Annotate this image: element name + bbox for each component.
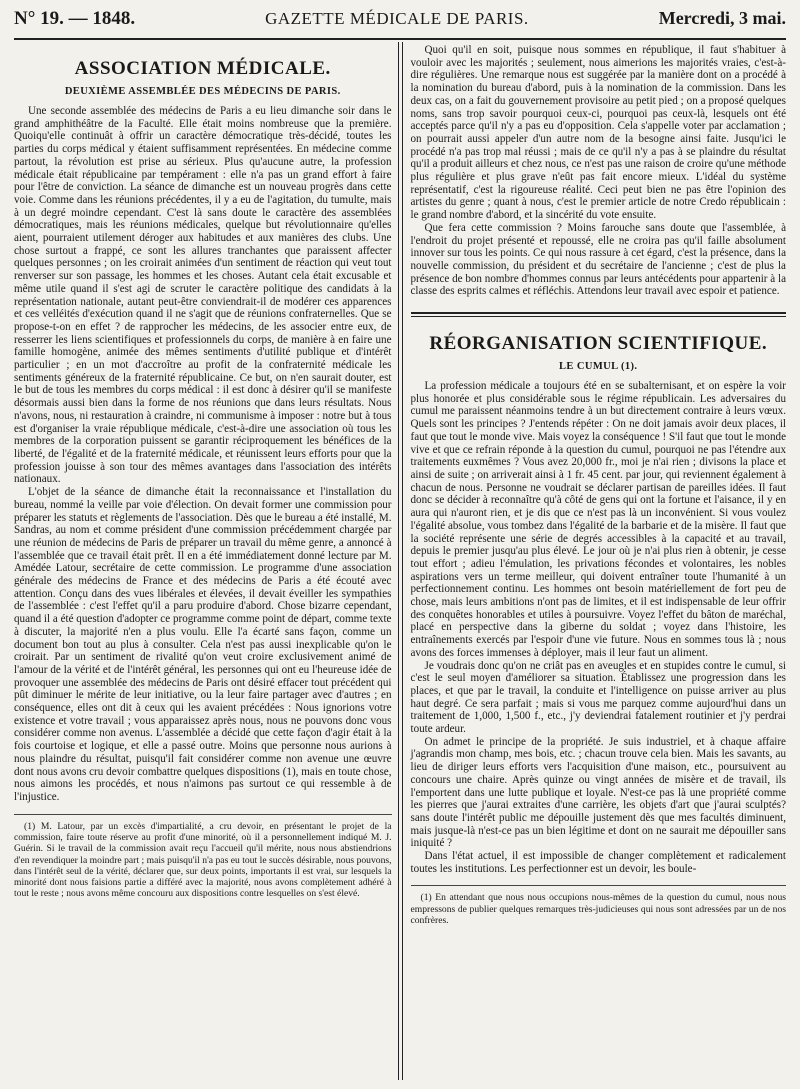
section-title-association: ASSOCIATION MÉDICALE. <box>74 58 331 79</box>
newspaper-title: GAZETTE MÉDICALE DE PARIS. <box>265 9 529 28</box>
masthead <box>14 8 786 40</box>
issue-number: N° 19. — 1848. <box>14 8 136 29</box>
footnote: (1) En attendant que nous nous occupions nous-mêmes de la question du cumul, nous nous empressons de publier quelques remarques très-judicieuses qui nous sont adressées par un de nos confrères. <box>410 892 786 927</box>
article-paragraph: Quoi qu'il en soit, puisque nous sommes en république, il faut s'habituer à vouloir avec les majorités ; seulement, nous aimerions les majorités vraies, c'est-à-dire régulières. Une remarque nous est suggérée par la manière dont on a procédé à la nomination du bureau d'abord, puis à la nomination de la commission. Dans les deux cas, on a fait du gouvernement provisoire au petit pied ; on a proposé quelques noms, sans trop savoir pourquoi ceux-ci, pourquoi pas ceux-là, lesquels ont été acceptés parce qu'il n'y a pas eu d'opposition. Cela s'appelle voter par acclamation ; on pourrait aussi appeler d'un autre nom de la besogne ainsi faite. Jusqu'ici le procédé n'a pas trop mal réussi ; mais de ce qu'il n'y a pas à se plaindre du résultat qu'il a produit ailleurs et chez nous, ce n'est pas une raison de croire qu'une méthode plus régulière et plus grave n'eût pas fait encore mieux. L'idéal du système représentatif, c'est la rigoureuse réalité. Ceci peut bien ne pas être l'opinion des artistes du genre ; quant à nous, c'est le premier article de notre Credo républicain : le grand nombre d'abord, et la sincérité du vote ensuite. <box>410 44 786 222</box>
footnote-divider <box>411 885 787 886</box>
columns <box>14 40 786 1080</box>
article-paragraph: Dans l'état actuel, il est impossible de changer complètement et radicalement toutes les institutions. Les perfectionner est un devoir, les boule- <box>410 850 786 875</box>
right-column <box>403 40 787 1080</box>
article-paragraph: La profession médicale a toujours été en se subalternisant, et on espère la voir plus honorée et plus considérable sous le régime républicain. Les adversaires du cumul me paraissent néanmoins tendre à un but directement contraire à leurs vœux. Quels sont les principes ? J'entends répéter : On ne doit jamais avoir deux places, il faut que tout le monde vive. Mais voyez la conséquence ! S'il faut que tout le monde vive et que ce refrain réponde à la question du cumul, pourquoi ne pas l'étendre aux traitements euxmêmes ? Vous avez 20,000 fr., moi je n'ai rien ; divisons la place et ainsi de suite ; on arriverait ainsi à 1 fr. 45 cent. par jour, qui reviennent également à chacun de nous. Personne ne voudrait se déclarer partisan de pareilles idées. Il faut donc se décider à reconnaître qu'à côté de gens qui ont la fortune et l'aisance, il y en aura qui n'auront rien, et je dis que ce n'est pas là un inconvénient. Si vous voulez l'égalité absolue, vous tombez dans l'égalité de la barbarie et de la misère. Il faut que la société représente une série de degrés accessibles à la capacité et au travail, depuis le premier jusqu'au plus élevé. Le jour où je n'ai plus rien à obtenir, je cesse tout effort ; adieu l'émulation, les privations fécondes et volontaires, les nobles aspirations vers un terme meilleur, qui doivent entraîner toute l'humanité à un perfectionnement continu. Les hommes ont besoin matériellement de fort peu de chose, mais leurs ambitions n'ont pas de limites, et il est indispensable de leur offrir des conquêtes honorables et utiles à poursuivre. Voyez l'effet du bâton de maréchal, placé en perspective dans la giberne du soldat ; voyez dans l'histoire, les entraînements exercés par l'espoir d'une vie future. Nous en sommes tous là ; nous avons des forces immenses à déployer, mais il leur faut un aliment. <box>410 380 786 659</box>
issue-date: Mercredi, 3 mai. <box>658 8 786 28</box>
section-subtitle-cumul: LE CUMUL (1). <box>559 361 638 373</box>
left-column <box>14 40 398 1080</box>
article-paragraph: L'objet de la séance de dimanche était la reconnaissance et l'installation du bureau, nommé la veille par voie d'élection. On devait former une commission pour préparer les statuts et règlements de l'association. Dès que le bureau a été installé, M. Sandras, au nom et comme président d'une commission précédemment chargée par une réunion de médecins de Paris de préparer un travail du même genre, a annoncé à l'assemblée que ce travail était prêt. Il en a été immédiatement donné lecture par M. Amédée Latour, secrétaire de cette commission. Le programme d'une association générale des médecins de France et des médecins de Paris a été écouté avec attention. Conçu dans des vues libérales et élevées, il devait éveiller les sympathies de l'assemblée : c'est l'effet qu'il a paru produire d'abord. Chose bizarre cependant, quand il a été question d'adopter ce programme comme point de départ, comme texte à discuter, la majorité n'en a plus voulu. Elle l'a écarté sans façon, comme un document bon tout au plus à consulter. Cela n'est pas aussi inexplicable qu'on le croirait. Par un sentiment de rivalité qu'on veut croire exclusivement animé de l'amour de la vérité et de l'intérêt général, les personnes qui ont eu l'heureuse idée de provoquer une assemblée des médecins de Paris ont désiré effacer tout précédent qui pût diminuer le mérite de leur initiative, ou la leur faire partager avec d'autres ; en conséquence, elles ont dit à ceux qui les avaient précédées : Nous ignorions votre existence et votre travail ; vous apparaissez après nous, nous ne pouvons donc vous considérer comme non avenus. L'assemblée a décidé que cette façon d'agir était à la fois courtoise et logique, et elle a passé outre. Moins que personne nous aurions à nous plaindre du résultat, puisqu'il fait considérer comme non avenue une œuvre dont nous avons cru devoir combattre quelques dispositions (1), mais en toute chose, nous aimons les procédés, et nous n'aimons pas surtout ce qui ressemble à de l'injustice. <box>14 486 392 803</box>
article-paragraph: Que fera cette commission ? Moins farouche sans doute que l'assemblée, à l'endroit du projet présenté et repoussé, elle ne croira pas qu'il faille absolument innover sur tous les points. Ce qui nous rassure à cet égard, c'est la présence, dans la nouvelle commission, du président et du secrétaire de l'ancienne ; c'est de plus la présence de bon nombre d'hommes connus par leurs antécédents pour appartenir à la classe des esprits calmes et réfléchis. Attendons leur travail avec espoir et patience. <box>410 221 786 298</box>
article-paragraph: Une seconde assemblée des médecins de Paris a eu lieu dimanche soir dans le grand amphithéâtre de la Faculté. Elle était moins nombreuse que la première. Quoiqu'elle continuât à offrir un caractère démocratique très-décidé, toutes les parties du corps médical y étaient suffisamment représentées. En médecine comme partout, la révolution est prise au sérieux. Plus qu'aucune autre, la profession médicale était républicaine par tempérament : elle n'a pas un grand effort à faire pour l'être de conviction. La séance de dimanche est un nouveau progrès dans cette voie. Comme dans les réunions précédentes, il y a eu de l'agitation, du tumulte, mais à un degré moindre cependant. C'est là sans doute le caractère des assemblées démocratiques, mais les réunions médicales, quelque but révolutionnaire qu'elles aient, pourraient utilement déroger aux habitudes et aux manières des clubs. Une chose surtout a frappé, ce sont les allures tranchantes que paraissent affecter quelques personnes ; on les croirait animées d'un sentiment de réaction qui veut tout renverser sur son passage, les hommes et les choses. Autant cela était excusable et même utile quand il s'est agi de scruter le caractère politique des candidats à la représentation nationale, autant peut-être conviendrait-il de modérer ces apparences et ces velléités d'exécution quand il ne s'agit que de réunions confraternelles. Que se propose-t-on en effet ? de rapprocher les médecins, de les associer entre eux, de resserrer les liens scientifiques et professionnels du corps, de manière à en faire une famille homogène, animée des mêmes sentiments d'utilité publique et d'intérêt particulier ; en un mot d'accroître au profit de la confraternité médicale les sentiments généreux de la fraternité républicaine. Ce but, on n'en saurait douter, est le but de tous les membres du corps médical : il est donc à désirer qu'il se manifeste désormais aussi bien dans la forme de nos réunions que dans leurs résultats. Nous n'avons, nous, ni restauration à craindre, ni communisme à imposer : notre but à tous est d'organiser la vraie république médicale, c'est-à-dire une association où tous les membres de la corporation puissent se garantir réciproquement les bénéfices de la liberté, de l'égalité et de la fraternité médicale, et réunissent leurs efforts pour que la profession jouisse à son tour des mêmes avantages dans l'association des intérêts nationaux. <box>14 105 392 486</box>
footnote: (1) M. Latour, par un excès d'impartialité, a cru devoir, en présentant le projet de la commission, faire toute réserve au profit d'une minorité, où il a personnellement indiqué M. J. Guérin. Si le travail de la commission avait reçu l'accueil qu'il mérite, nous nous abstiendrions d'en revendiquer la moindre part ; mais puisqu'il n'a pas eu tout le succès désirable, nous pouvons, dans l'intérêt seul de la vérité, déclarer que, sur deux points, importants il est vrai, sur lesquels la minorité dont nous faisions partie a différé avec la majorité, nous avons complètement adhéré à tout le reste ; nous avons même concouru aux dispositions contre lesquelles on s'est élevé. <box>14 820 392 900</box>
section-separator <box>411 312 787 317</box>
section-subtitle-assemblee: DEUXIÈME ASSEMBLÉE DES MÉDECINS DE PARIS. <box>64 86 341 97</box>
section-title-reorganisation: RÉORGANISATION SCIENTIFIQUE. <box>429 333 768 355</box>
footnote-divider <box>14 814 392 815</box>
article-paragraph: On admet le principe de la propriété. Je suis industriel, et à chaque affaire j'agrandis mon champ, mes bois, etc. ; chacun trouve cela bien. Mais les savants, au lieu de diriger leurs efforts vers l'acquisition d'une maison, etc., poursuivent au concours une chaire. Après quinze ou vingt années de misère et de travail, ils l'emportent dans une lutte publique et loyale. N'est-ce pas là une propriété comme les pierres que j'aurai extraites d'une carrière, les objets d'art que j'aurai sculptés? sans doute l'intérêt public me dépouille justement dès que mes facultés diminuent, mais jusque-là n'est-ce pas un bien légitime et dont on ne saurait me dépouiller sans iniquité ? <box>410 735 786 850</box>
article-paragraph: Je voudrais donc qu'on ne criât pas en aveugles et en stupides contre le cumul, si c'est le seul moyen d'améliorer sa situation. Établissez une progression dans les places, et que par le travail, la conduite et l'intelligence on puisse arriver au plus haut degré. Ce sera parfait ; mais si vous me parquez comme aujourd'hui dans un traitement de 1,000, 1,500 f., etc., j'y deviendrai fatalement routinier et j'y perdrai toute ardeur. <box>410 659 786 736</box>
